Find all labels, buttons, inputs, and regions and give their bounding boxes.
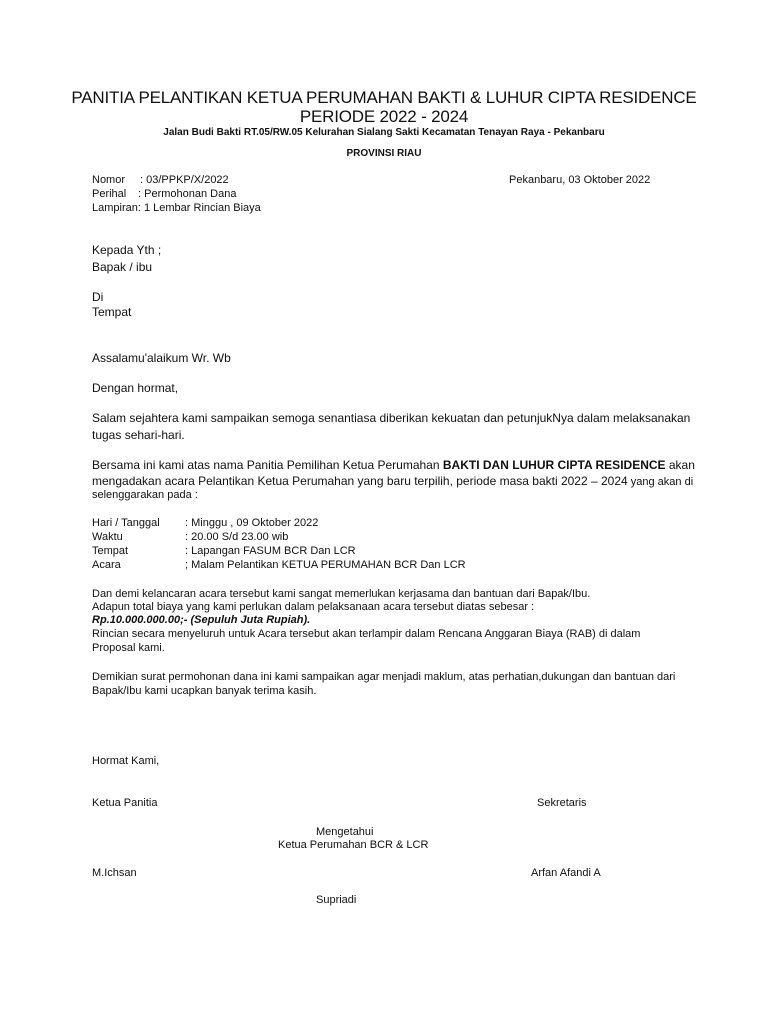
paragraph2-post: akan [665, 458, 695, 472]
lampiran-label: Lampiran [92, 202, 138, 214]
paragraph2-line2b: yang akan di [627, 476, 694, 488]
event-value: : Lapangan FASUM BCR Dan LCR [185, 545, 356, 557]
paragraph2-pre: Bersama ini kami atas nama Panitia Pemilihan Ketua Perumahan [92, 458, 443, 472]
event-label: Tempat [92, 545, 129, 557]
salutation: Assalamu'alaikum Wr. Wb [92, 351, 231, 365]
paragraph2-line3: selenggarakan pada : [92, 489, 198, 501]
event-value: : 20.00 S/d 23.00 wib [185, 531, 289, 543]
signature-center-name: Supriadi [316, 894, 357, 906]
paragraph1-line1: Salam sejahtera kami sampaikan semoga senantiasa diberikan kekuatan dan petunjukNya dalam melaksanakan [92, 411, 691, 425]
signature-right-role: Sekretaris [537, 797, 587, 809]
funding-line2: Adapun total biaya yang kami perlukan dalam pelaksanaan acara tersebut diatas sebesar : [92, 601, 535, 613]
perihal-value: : Permohonan Dana [138, 188, 237, 200]
perihal-line [92, 188, 236, 200]
event-label: Hari / Tanggal [92, 517, 160, 529]
event-row-place [92, 545, 356, 557]
closing-line2: Bapak/Ibu kami ucapkan banyak terima kasih. [92, 685, 317, 697]
funding-line1: Dan demi kelancaran acara tersebut kami sangat memerlukan kerjasama dan bantuan dari Bapak/Ibu. [92, 588, 591, 600]
paragraph1-line2: tugas sehari-hari. [92, 428, 185, 442]
lampiran-line [92, 202, 261, 214]
closing-line1: Demikian surat permohonan dana ini kami sampaikan agar menjadi maklum, atas perhatian,dukungan dan bantuan dari [92, 671, 676, 683]
greeting: Dengan hormat, [92, 381, 179, 395]
event-row-time [92, 531, 288, 543]
letter-title-line2: PERIODE 2022 - 2024 [299, 107, 469, 126]
residence-name: BAKTI DAN LUHUR CIPTA RESIDENCE [442, 458, 666, 472]
signature-center-line2: Ketua Perumahan BCR & LCR [278, 839, 429, 851]
place-date: Pekanbaru, 03 Oktober 2022 [509, 174, 651, 186]
event-value: ; Malam Pelantikan KETUA PERUMAHAN BCR Dan LCR [185, 559, 466, 571]
funding-line3: Rincian secara menyeluruh untuk Acara tersebut akan terlampir dalam Rencana Anggaran Biaya (RAB) di dalam [92, 628, 641, 640]
event-value: : Minggu , 09 Oktober 2022 [185, 517, 319, 529]
event-row-date [92, 517, 318, 529]
recipient-line3: Di [92, 290, 104, 304]
event-label: Acara [92, 559, 121, 571]
signature-left-name: M.Ichsan [92, 867, 137, 879]
recipient-line4: Tempat [92, 305, 132, 319]
nomor-label: Nomor [92, 174, 126, 186]
paragraph2-line2a: mengadakan acara Pelantikan Ketua Perumahan yang baru terpilih, periode masa bakti 2022 – 2024 [92, 474, 628, 488]
nomor-line [92, 174, 229, 186]
signature-right-name: Arfan Afandi A [531, 867, 601, 879]
perihal-label: Perihal [92, 188, 127, 200]
letter-title-line1: PANITIA PELANTIKAN KETUA PERUMAHAN BAKTI & LUHUR CIPTA RESIDENCE [71, 88, 697, 107]
signature-center-line1: Mengetahui [316, 826, 374, 838]
letter-address: Jalan Budi Bakti RT.05/RW.05 Kelurahan Sialang Sakti Kecamatan Tenayan Raya - Pekanbaru [163, 127, 605, 138]
paragraph2-line2 [92, 474, 693, 488]
recipient-line1: Kepada Yth ; [92, 243, 162, 257]
funding-line4: Proposal kami. [92, 642, 165, 654]
recipient-line2: Bapak / ibu [92, 260, 153, 274]
event-row-agenda [92, 559, 466, 571]
event-label: Waktu [92, 531, 123, 543]
regards: Hormat Kami, [92, 755, 160, 767]
lampiran-value: : 1 Lembar Rincian Biaya [137, 202, 261, 214]
signature-left-role: Ketua Panitia [92, 797, 158, 809]
letter-province: PROVINSI RIAU [346, 148, 422, 159]
funding-amount: Rp.10.000.000.00;- (Sepuluh Juta Rupiah). [92, 614, 311, 626]
nomor-value: : 03/PPKP/X/2022 [140, 174, 229, 186]
paragraph2-line1 [92, 458, 695, 472]
